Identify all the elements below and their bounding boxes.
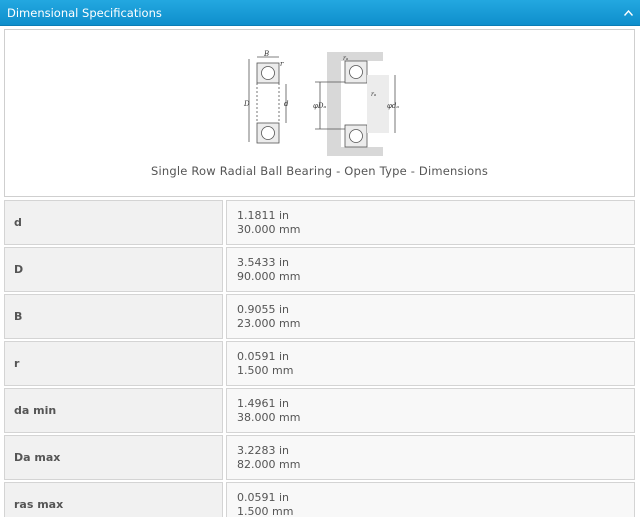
dim-label-d: d (284, 100, 289, 108)
dim-label-ra-top: rₐ (343, 55, 349, 62)
spec-row-B (4, 294, 635, 339)
spec-value-mm: 1.500 mm (237, 505, 294, 517)
spec-value-mm: 38.000 mm (237, 411, 301, 424)
spec-value-mm: 30.000 mm (237, 223, 301, 236)
chevron-up-icon[interactable] (622, 7, 634, 19)
bearing-dimension-drawing (235, 49, 405, 159)
dim-label-Da: φDₐ (313, 102, 327, 110)
spec-value-mm: 23.000 mm (237, 317, 301, 330)
dim-label-da: φdₐ (387, 102, 400, 110)
spec-row-da-min (4, 388, 635, 433)
spec-value (226, 435, 635, 480)
figure-caption: Single Row Radial Ball Bearing - Open Type - Dimensions (150, 164, 489, 178)
spec-label: d (4, 200, 223, 245)
spec-value-in: 0.0591 in (237, 491, 290, 504)
spec-value (226, 388, 635, 433)
spec-value-in: 0.9055 in (237, 303, 290, 316)
spec-value (226, 247, 635, 292)
spec-label: r (4, 341, 223, 386)
spec-value (226, 341, 635, 386)
spec-value-in: 1.1811 in (237, 209, 290, 222)
spec-row-Da-max (4, 435, 635, 480)
spec-label: ras max (4, 482, 223, 517)
spec-value-in: 3.5433 in (237, 256, 290, 269)
spec-value (226, 482, 635, 517)
spec-value-in: 1.4961 in (237, 397, 290, 410)
dim-label-B: B (264, 50, 270, 58)
dim-label-ra-inner: rₐ (371, 91, 377, 98)
spec-value-mm: 1.500 mm (237, 364, 294, 377)
bearing-mounting-right (315, 52, 395, 156)
spec-row-r (4, 341, 635, 386)
bearing-section-left (249, 57, 286, 143)
spec-row-D (4, 247, 635, 292)
spec-label: B (4, 294, 223, 339)
spec-value (226, 294, 635, 339)
spec-value-mm: 90.000 mm (237, 270, 301, 283)
panel-header[interactable] (0, 0, 640, 26)
spec-label: D (4, 247, 223, 292)
dim-label-r: r (280, 60, 284, 68)
spec-value-in: 0.0591 in (237, 350, 290, 363)
spec-value-mm: 82.000 mm (237, 458, 301, 471)
spec-label: Da max (4, 435, 223, 480)
panel-title: Dimensional Specifications (7, 6, 162, 20)
spec-row-d (4, 200, 635, 245)
spec-label: da min (4, 388, 223, 433)
bearing-figure-box (4, 29, 635, 197)
spec-row-ras-max (4, 482, 635, 517)
spec-value (226, 200, 635, 245)
dim-label-D: D (244, 100, 250, 108)
spec-value-in: 3.2283 in (237, 444, 290, 457)
